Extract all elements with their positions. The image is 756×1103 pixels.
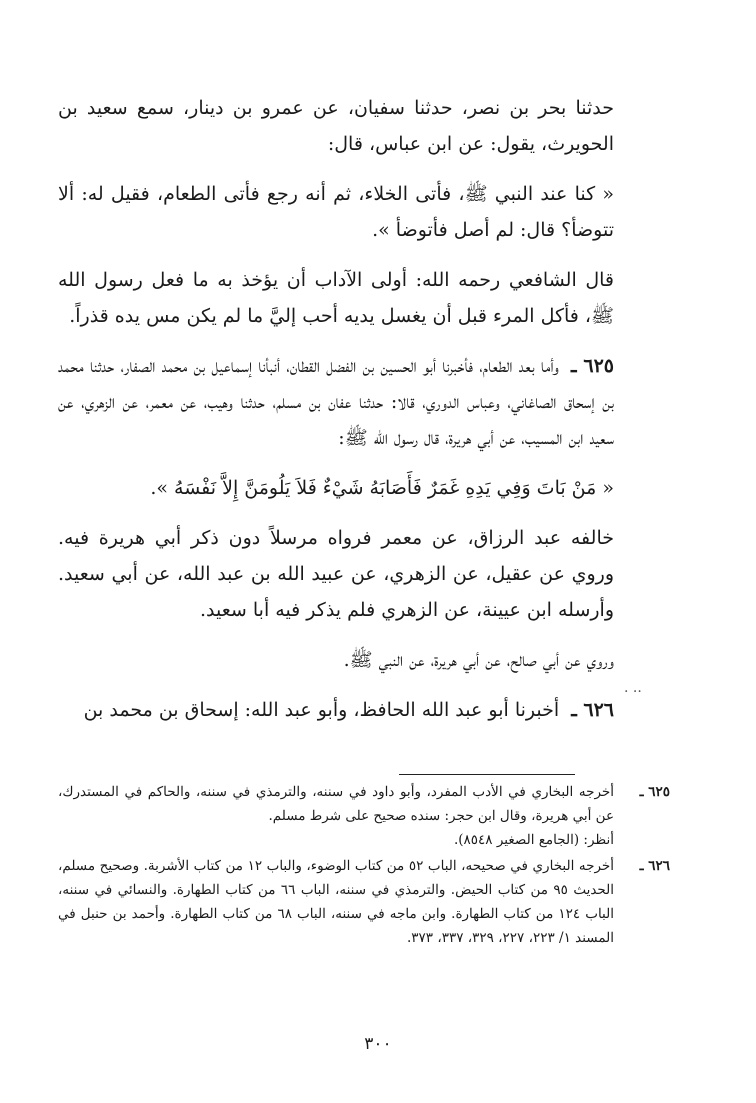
paragraph-isnad: حدثنا بحر بن نصر، حدثنا سفيان، عن عمرو بن دينار، سمع سعيد بن الحويرث، يقول: عن ابن عباس، قال: (58, 97, 614, 155)
hadith-number-626: ٦٢٦ ـ (571, 699, 614, 721)
paragraph-commentary: خالفه عبد الرزاق، عن معمر فرواه مرسلاً دون ذكر أبي هريرة فيه. وروي عن عقيل، عن الزهري، عن عبيد الله بن عبد الله، عن أبي سعيد. وأرسله ابن عيينة، عن الزهري فلم يذكر فيه أبا سعيد. (58, 527, 614, 621)
paragraph-625 (58, 348, 614, 456)
footnote-text (58, 854, 614, 950)
hadith-number-625: ٦٢٥ ـ (571, 355, 614, 377)
paragraph-626 (58, 692, 614, 728)
footnote-divider (399, 774, 575, 775)
hadith-quote-2: « مَنْ بَاتَ وَفِي يَدِهِ غَمَرٌ فَأَصَابَهُ شَيْءٌ فَلاَ يَلُومَنَّ إِلاَّ نَفْسَهُ ». (150, 477, 614, 499)
footnote-line: أخرجه البخاري في صحيحه، الباب ٥٢ من كتاب الوضوء، والباب ١٢ من كتاب الأشربة. وصحيح مسلم، الحديث ٩٥ من كتاب الحيض. والترمذي في سننه، الباب ٦٦ من كتاب الطهارة. والنسائي في سننه، الباب ١٢٤ من كتاب الطهارة. وابن ماجه في سننه، الباب ٦٨ من كتاب الطهارة. وأحمد بن حنبل في المسند ١/ ٢٢٣، ٢٢٧، ٣٢٩، ٣٣٧، ٣٧٣. (58, 858, 615, 946)
main-text (58, 90, 614, 728)
footnote-line: أخرجه البخاري في الأدب المفرد، وأبو داود في سننه، والترمذي في سننه، والحاكم في المستدرك، عن أبي هريرة، وقال ابن حجر: سنده صحيح على شرط مسلم. (58, 784, 614, 824)
hadith-quote-1: « كنا عند النبي ﷺ، فأتى الخلاء، ثم أنه رجع فأتى الطعام، فقيل له: ألا تتوضأ؟ قال: لم أصل فأتوضأ ». (58, 183, 614, 241)
footnote-text (58, 780, 614, 852)
margin-mark: . .. (624, 680, 642, 696)
footnote-625 (58, 780, 670, 852)
page-number: ٣٠٠ (364, 1034, 392, 1054)
footnote-626 (58, 854, 670, 950)
paragraph-625-text: وأما بعد الطعام، فأخبرنا أبو الحسين بن الفضل القطان، أنبأنا إسماعيل بن محمد الصفار، حدثنا محمد بن إسحاق الصاغاني، وعباس الدوري، قالا: حدثنا عفان بن مسلم، حدثنا وهيب، عن معمر، عن الزهري، عن سعيد ابن المسيب، عن أبي هريرة، قال رسول الله ﷺ: (58, 355, 614, 449)
paragraph-626-text: أخبرنا أبو عبد الله الحافظ، وأبو عبد الله: إسحاق بن محمد بن (83, 699, 560, 721)
footnotes (58, 780, 670, 952)
footnote-number: ٦٢٦ ـ (639, 858, 670, 874)
paragraph-abu-salih: وروي عن أبي صالح، عن أبي هريرة، عن النبي ﷺ. (343, 649, 614, 671)
footnote-line: أنظر: (الجامع الصغير ٨٥٤٨). (453, 832, 614, 848)
paragraph-shafii: قال الشافعي رحمه الله: أولى الآداب أن يؤخذ به ما فعل رسول الله ﷺ، فأكل المرء قبل أن يغسل يديه أحب إليَّ ما لم يكن مس يده قذراً. (58, 269, 614, 327)
footnote-number: ٦٢٥ ـ (639, 784, 670, 800)
